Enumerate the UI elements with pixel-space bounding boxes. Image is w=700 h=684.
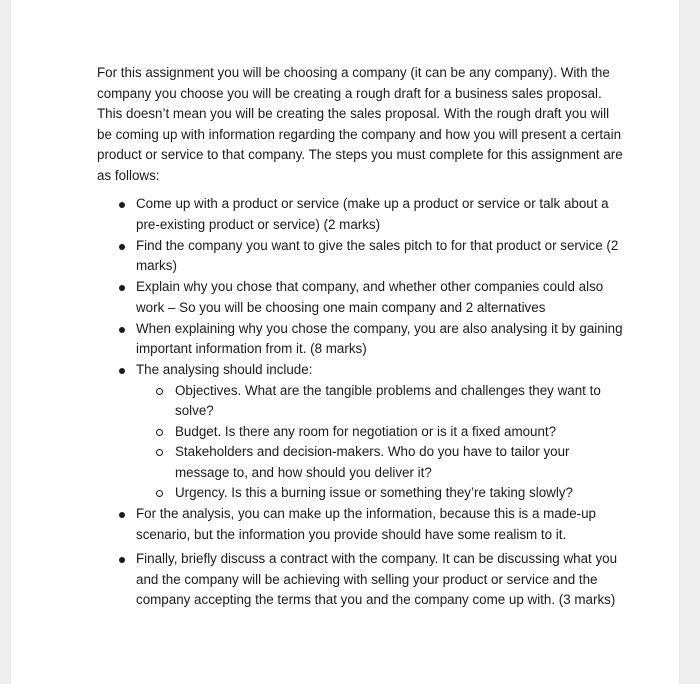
sub-list-item-text: Urgency. Is this a burning issue or something they’re taking slowly? xyxy=(175,485,573,500)
list-item-text: Find the company you want to give the sales pitch to for that product or service (2 marks) xyxy=(136,237,619,273)
list-item xyxy=(97,549,623,611)
bullet-icon xyxy=(119,244,125,250)
list-item-text: When explaining why you chose the company, you are also analysing it by gaining important information from it. (8 marks) xyxy=(136,320,623,356)
sub-list-item xyxy=(136,442,623,483)
hollow-bullet-icon xyxy=(156,388,163,395)
list-item-text: For the analysis, you can make up the information, because this is a made-up scenario, but the information you provide should have some realism to it. xyxy=(136,506,596,542)
list-item xyxy=(97,194,623,235)
bullet-icon xyxy=(119,512,125,518)
list-item xyxy=(97,277,623,318)
requirements-list xyxy=(97,194,623,611)
list-item-text: The analysing should include: xyxy=(136,362,313,377)
sub-list-item xyxy=(136,483,623,504)
hollow-bullet-icon xyxy=(156,449,163,456)
list-item xyxy=(97,504,623,545)
list-item-text: Come up with a product or service (make up a product or service or talk about a pre-existing product or service) (2 marks) xyxy=(136,196,609,232)
list-item xyxy=(97,319,623,360)
bullet-icon xyxy=(119,285,125,291)
sub-list-item xyxy=(136,422,623,443)
bullet-icon xyxy=(119,327,125,333)
bullet-icon xyxy=(119,202,125,208)
list-item xyxy=(97,236,623,277)
list-item-text: Explain why you chose that company, and whether other companies could also work – So you will be choosing one main company and 2 alternatives xyxy=(136,279,604,315)
sub-list-item-text: Stakeholders and decision-makers. Who do you have to tailor your message to, and how should you deliver it? xyxy=(175,444,570,480)
sub-list-item-text: Budget. Is there any room for negotiation or is it a fixed amount? xyxy=(175,423,557,439)
bullet-icon xyxy=(119,368,125,374)
analysis-sublist xyxy=(136,381,623,504)
document-page xyxy=(10,0,680,684)
list-item xyxy=(97,360,623,504)
hollow-bullet-icon xyxy=(156,429,163,436)
list-item-text: Finally, briefly discuss a contract with the company. It can be discussing what you and the company will be achieving with selling your product or service and the company accepting the terms that you and the company come up with. (3 marks) xyxy=(136,551,618,607)
hollow-bullet-icon xyxy=(156,490,163,497)
bullet-icon xyxy=(119,557,125,563)
sub-list-item xyxy=(136,381,623,422)
document-content xyxy=(97,63,623,611)
sub-list-item-text: Objectives. What are the tangible problems and challenges they want to solve? xyxy=(175,382,601,418)
intro-paragraph: For this assignment you will be choosing a company (it can be any company). With the company you choose you will be creating a rough draft for a business sales proposal. This doesn’t mean you will be creating the sales proposal. With the rough draft you will be coming up with information regarding the company and how you will present a certain product or service to that company. The steps you must complete for this assignment are as follows: xyxy=(97,65,623,183)
